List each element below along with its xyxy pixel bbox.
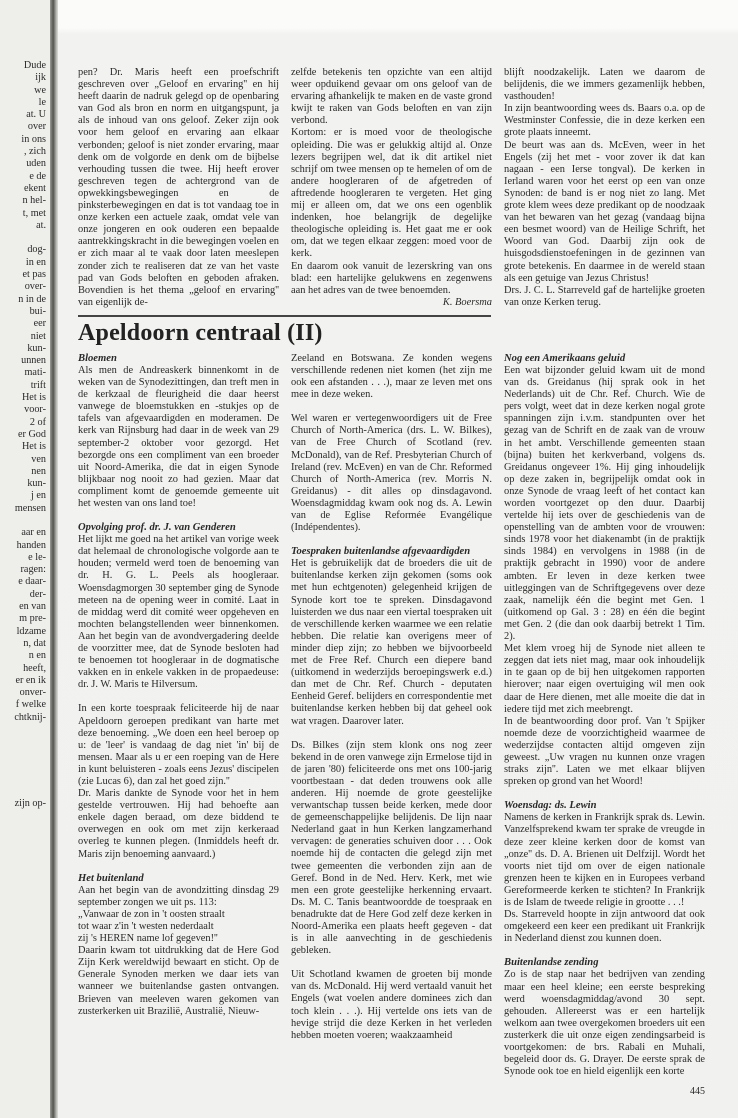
adjacent-page-fragment (0, 0, 50, 1118)
text-fragment: m pre- (19, 613, 46, 625)
paragraph: Het lijkt me goed na het artikel van vorige week dat helemaal de chronologische volgorde aan te houden; vermeld werd toen de benoeming van dr. H. G. L. Peels als hoogleraar. Woensdagmorgen 30 september ging de Synode meteen na de opening weer in comité. Laat in de middag werd dit comité weer opgeheven en mochten belangstellenden weer binnenkomen. Aan het begin van de avondvergadering deelde de voorzitter mee, dat de Synode besloten had te benoemen tot hoogleraar in de dogmatische vakken en in enkele vakken in de propaedeuse: dr. J. W. Maris te Hilversum. (78, 534, 279, 691)
paragraph: Dr. Maris dankte de Synode voor het in hem gestelde vertrouwen. Hij had behoefte aan enkele dagen beraad, om deze biddend te overwegen en ook om met zijn kerkeraad overleg te kunnen plegen. (Inmiddels heeft dr. Maris zijn benoeming aanvaard.) (78, 788, 279, 860)
article-column-3 (504, 353, 705, 1078)
text-fragment: Het is (21, 441, 46, 453)
paragraph: Ds. Bilkes (zijn stem klonk ons nog zeer bekend in de oren vanwege zijn Ermelose tijd in de jaren '80) feliciteerde ons met ons 100-jarig voortbestaan - dat deden trouwens ook alle anderen. Hij noemde de grote geestelijke verwantschap tussen beide kerken, mede door de gemeenschappelijke belijdenis. De lijn naar Nederland gaat in hun Kerken langzamerhand vervagen: de generaties schuiven door . . . Ook noemde hij de contacten die gelegd zijn met twee gemeenten die verbonden zijn aan de Geref. Bond in de Ned. Herv. Kerk, met wie men een grote geestelijke herkenning ervaart. Ds. M. C. Tanis beantwoordde de toespraak en benadrukte dat de Here God zelf deze kerken in Noord-Amerika een plaats heeft gegeven - dat is in alle aanvechting in de geschiedenis gebleken. (291, 739, 492, 957)
text-fragment: n in de (18, 293, 46, 305)
text-fragment: trift (30, 379, 46, 391)
text-fragment: kun- (27, 342, 46, 354)
text-fragment: dog- (27, 244, 46, 256)
text-fragment: ven (31, 453, 46, 465)
paragraph: Uit Schotland kwamen de groeten bij monde van ds. McDonald. Hij werd vertaald vanuit het Engels (wat voelen andere dominees zich dan toch klein . . .). Hij vertelde ons iets van de hevige strijd die deze Kerken in het verleden hebben moeten voeren; waakzaamheid (291, 969, 492, 1041)
text-fragment: er God (17, 428, 46, 440)
text-fragment: uden (26, 158, 46, 170)
text-fragment: we (34, 84, 46, 96)
text-fragment: ijk (35, 72, 46, 84)
section-heading: Bloemen (78, 352, 117, 364)
paragraph: Ds. Starreveld hoopte in zijn antwoord dat ook omgekeerd een keer een predikant uit Frankrijk in Nederland dienst zou kunnen doen. (504, 909, 705, 945)
section-heading: Woensdag: ds. Lewin (504, 800, 597, 812)
text-fragment: unnen (21, 355, 46, 367)
text-fragment: bui- (29, 305, 46, 317)
text-fragment: zijn op- (14, 797, 46, 809)
text-fragment: chtknij- (14, 711, 46, 723)
text-fragment: Dude (23, 60, 46, 71)
verse-line: tot waar z'in 't westen nederdaalt (78, 921, 214, 932)
text-fragment (0, 773, 50, 785)
text-fragment (0, 786, 50, 798)
paragraph: In een korte toespraak feliciteerde hij de naar Apeldoorn geroepen predikant van harte met deze benoeming. „We doen een heel beroep op u: de 'leer' is vandaag de dag niet 'in' bij de mensen. Maar als u er een roeping van de Here in kunt beluisteren - zoals eens Jezus' discipelen (zie Lucas 6), dan zal het goed zijn.'' (78, 703, 279, 787)
text-fragment: le (38, 96, 46, 108)
text-fragment: n en (28, 650, 46, 662)
text-fragment: ragen: (20, 564, 46, 576)
verse-line: zij 's HEREN name lof gegeven!'' (78, 933, 218, 945)
text-fragment: handen (16, 539, 46, 551)
paragraph: Aan het begin van de avondzitting dinsdag 29 september zongen we uit ps. 113: (78, 884, 279, 908)
paragraph: Het is gebruikelijk dat de broeders die uit de buitenlandse kerken zijn gekomen (soms ook met hun echtgenoten) gelegenheid krijgen de Synode kort toe te spreken. Dinsdagavond luisterden we dus naar een viertal toespraken uit de verschillende kerken waarmee we een relatie hebben. Die relatie kan overigens meer of minder diep zijn; zo hebben we bijvoorbeeld met de Free Ref. Church een diepere band (uitkomend in wederzijds beroepingswerk e.d.) dan met de Chr. Ref. Church - deputaten Eenheid Geref. belijders en correspondentie met buitenlandse kerken hebben bij dat geheel ook wat vragen. Daarover later. (291, 558, 492, 727)
paragraph: Namens de kerken in Frankrijk sprak ds. Lewin. Vanzelfsprekend kwam ter sprake de vreugde in deze zeer kleine kerken door de komst van „onze'' ds. D. A. Brienen uit Delfzijl. Wordt het voorts niet tijd om over de eigen nationale grenzen heen te kijken en in Europees verband Gereformeerde kerken te stichten? In Frankrijk is de Islam de tweede religie in grootte . . .! (504, 812, 705, 908)
paragraph: Wel waren er vertegenwoordigers uit de Free Church of North-America (drs. L. W. Bilkes), van de Free Church of Scotland (rev. McDonald), van de Ref. Presbyterian Church of Ireland (rev. McEven) en van de Chr. Reformed Church of North-America (rev. Morris N. Greidanus) - dit alles op dinsdagavond. Woensdagmiddag kwam ook nog ds. A. Lewin van de Eglise Reformée Evangélique (Indépendentes). (291, 413, 492, 534)
text-fragment: 2 of (29, 416, 46, 428)
paragraph: De beurt was aan ds. McEven, weer in het Engels (zij het met - voor zover ik dat kan nagaan - een Ierse tongval). De kerken in Ierland waren voor het eerst op een van onze Synoden: de band is er nog niet zo lang. Met grote klem wees deze predikant op de noodzaak van het bewaren van het gezag (vandaag bijna een besmet woord) van de Heilige Schrift, het Woord van God. Daarbij zijn ook de huisgodsdienstoefeningen in de gezinnen van grote betekenis. En daarmee in de wereld staan als een getuige van Jezus Christus! (504, 139, 705, 284)
text-fragment (0, 761, 50, 773)
text-fragment (0, 515, 50, 527)
text-fragment: voor- (24, 404, 46, 416)
top-column-3 (504, 67, 705, 309)
verse-line: „Vanwaar de zon in 't oosten straalt (78, 908, 225, 920)
paragraph: Een wat bijzonder geluid kwam uit de mond van ds. Greidanus (hij sprak ook in het Nederlands) uit de Chr. Ref. Church. Wie de pers volgt, weet dat in deze kerken nogal grote spanningen zijn i.v.m. standpunten over het gezag van de Schrift en de zaak van de vrouw in het ambt. Verschillende gemeenten staan (bijna) buiten het kerkverband, volgens ds. Greidanus ongeveer 1%. Hij ging inhoudelijk op deze zaken in, begrijpelijk omdat ook in onze Synode de vraag leeft of het contact kan worden voortgezet op den duur. Daarbij vertelde hij iets over de geschiedenis van de openstelling van de ambten voor de vrouwen: sinds 1978 voor het diakenambt (in de praktijk sinds 1984) en vervolgens in 1988 (in de praktijk gebracht in 1990) voor de andere ambten. Er leven in deze kerken twee uitleggingen van de Schriftgegevens over deze zaak, namelijk één die begint met Gen. 1 (uitkomend op Gal. 3 : 28) en één die begint met Gen. 2 (die dan ook daarbij betrekt 1 Tim. 2). (504, 364, 705, 643)
magazine-page (58, 0, 738, 1118)
text-fragment: en van (19, 601, 46, 613)
text-fragment: et pas (22, 269, 46, 281)
text-fragment (0, 749, 50, 761)
section-heading: Opvolging prof. dr. J. van Genderen (78, 522, 236, 534)
author-signature: K. Boersma (442, 296, 492, 308)
article-column-2 (291, 353, 492, 1042)
text-fragment: n hel- (22, 195, 46, 207)
text-fragment: j en (31, 490, 46, 502)
paragraph: In zijn beantwoording wees ds. Baars o.a. op de Westminster Confessie, die in deze kerken een grote plaats inneemt. (504, 103, 705, 139)
text-fragment: ekent (23, 182, 46, 194)
text-fragment: onver- (19, 687, 46, 699)
text-fragment: Het is (21, 392, 46, 404)
text-fragment: over (27, 121, 46, 133)
text-fragment: at. U (26, 109, 46, 121)
paragraph: Als men de Andreaskerk binnenkomt in de weken van de Synodezittingen, dan treft men in de kerkzaal de fleurigheid die daar heerst vanwege de bloemstukken en -stukjes op de tafels van afgevaardigden en moderamen. De kerk van Rijnsburg had daar in de week van 29 september-2 oktober voor gezorgd. Het bezorgde ons een compliment van een broeder uit Noord-Amerika, die dat in eigen Synode blijkbaar nog nooit zo had gezien. Maar dat compliment komt de genoemde gemeente uit het westen van ons land toe! (78, 364, 279, 509)
text-fragment: t, met (22, 207, 46, 219)
text-fragment: in ons (21, 133, 46, 145)
page-gutter (50, 0, 58, 1118)
text-fragment: niet (30, 330, 46, 342)
article-title: Apeldoorn centraal (II) (78, 319, 323, 346)
section-heading: Buitenlandse zending (504, 957, 599, 969)
top-column-2 (291, 67, 492, 309)
text-fragment: mensen (14, 502, 46, 514)
paragraph: Zo is de stap naar het bedrijven van zending maar een heel kleine; een eerste bespreking werd woensdagmiddag/avond 30 sept. gehouden. Allereerst was er een hartelijk welkom aan twee overgekomen broeders uit een zusterkerk die uit onze eigen zendingsarbeid is voortgekomen: de brs. Rabali en Muhali, begeleid door ds. G. Drayer. De eerste sprak de Synode ook toe en hield eigenlijk een korte (504, 969, 705, 1078)
paragraph: Kortom: er is moed voor de theologische opleiding. Die was er gelukkig altijd al. Onze lezers begrijpen wel, dat ik dit artikel niet schrijf om twee mensen op te hemelen of om de andere hoogleraren of de afgetreden of aftredende hoogleraren te vergeten. Het ging mij er alleen om, dat we ons een ogenblik indenken, hoe belangrijk de degelijke theologische opleiding is. Het gaat me er ook om, dat we tegen elkaar zeggen: moed voor de kerk. (291, 127, 492, 260)
text-fragment: over- (24, 281, 46, 293)
text-fragment: at. (36, 219, 46, 231)
article-column-1 (78, 353, 279, 1018)
text-fragment: nen (31, 465, 46, 477)
text-fragment (0, 736, 50, 748)
paragraph: Zeeland en Botswana. Ze konden wegens verschillende redenen niet komen (het zijn me ook een afstanden . . .), maar ze leven met ons mee in deze weken. (291, 352, 492, 401)
text-fragment (0, 232, 50, 244)
paragraph: Drs. J. C. L. Starreveld gaf de hartelijke groeten van onze Kerken terug. (504, 284, 705, 308)
text-fragment: mati- (24, 367, 46, 379)
paragraph: In de beantwoording door prof. Van 't Spijker noemde deze de voorzichtigheid waarmee de wederzijdse contacten altijd omgeven zijn geweest. „Uw vragen nu kunnen onze vragen straks zijn''. Laten we met elkaar blijven spreken op grond van het Woord! (504, 715, 705, 788)
section-divider (78, 315, 491, 317)
text-fragment: e de (29, 170, 46, 182)
section-heading: Nog een Amerikaans geluid (504, 352, 626, 364)
paragraph: blijft noodzakelijk. Laten we daarom de belijdenis, die we immers gezamenlijk hebben, vasthouden! (504, 67, 705, 103)
text-fragment: aar en (21, 527, 46, 539)
text-fragment (0, 724, 50, 736)
paragraph: Met klem vroeg hij de Synode niet alleen te zeggen dat iets niet mag, maar ook inhoudelijk in te gaan op de bij hen uitgekomen rapporten hierover; naar eigen overtuiging wil men ook daar de Here dienen, met alle moeite die dat in iedere tijd met zich meebrengt. (504, 643, 705, 715)
text-fragment: heeft, (23, 662, 46, 674)
text-fragment: e daar- (18, 576, 46, 588)
section-heading: Toespraken buitenlandse afgevaardigden (291, 546, 471, 558)
text-fragment: f welke (15, 699, 46, 711)
page-number: 445 (690, 1086, 705, 1098)
text-fragment: kun- (27, 478, 46, 490)
top-column-1 (78, 67, 279, 309)
text-fragment: , zich (23, 146, 46, 158)
paragraph: Daarin kwam tot uitdrukking dat de Here God Zijn Kerk wereldwijd bewaart en sticht. Op de Generale Synoden merken we daar iets van wanneer we buitenlandse gasten ontvangen. Brieven van meeleven waren gekomen van zusterkerken uit Brazilië, Australië, Nieuw- (78, 945, 279, 1017)
text-fragment: in en (25, 256, 46, 268)
text-fragment: ldzame (16, 625, 46, 637)
top-columns (78, 67, 705, 309)
text-fragment: n, dat (23, 637, 46, 649)
text-fragment: eer (33, 318, 46, 330)
text-fragment: er en ik (15, 674, 46, 686)
article-columns (78, 353, 705, 1078)
text-fragment: e le- (28, 551, 46, 563)
paragraph: zelfde betekenis ten opzichte van een altijd weer opduikend gevaar om ons geloof van de ervaring afhankelijk te maken en de vaste grond kwijt te raken van Gods beloften en van zijn verbond. (291, 67, 492, 127)
section-heading: Het buitenland (78, 872, 144, 884)
text-fragment: der- (29, 588, 46, 600)
paragraph: pen? Dr. Maris heeft een proefschrift geschreven over „Geloof en ervaring'' en hij heeft daarin de nadruk gelegd op de openbaring van God als bron en norm en uitgangspunt, ja als de inhoud van ons geloof. Zeker zijn ook voor hem geloof en ervaring aan elkaar verbonden; geloof is niet zonder ervaring, maar denk om de volgorde en denk om de bijbelse verhouding tussen die twee. Hij heeft erover geschreven tegen de achtergrond van de opwekkingsbewegingen en de pinksterbewegingen en dat is tot vandaag toe in onze kerken een actuele zaak, omdat vele van onze jongeren en ook ouderen een bepaalde aantrekkingskracht in die bewegingen voelen en er zich maar al te vaak door laten meeslepen zonder zich te realiseren dat ze van het vaste pad van Gods beloften en geboden afraken. Bovendien is het thema „geloof en ervaring'' van eigenlijk de- (78, 67, 279, 308)
paragraph: En daarom ook vanuit de lezerskring van ons blad: een hartelijke gelukwens en zegenwens aan het adres van de twee benoemden. (291, 260, 492, 296)
